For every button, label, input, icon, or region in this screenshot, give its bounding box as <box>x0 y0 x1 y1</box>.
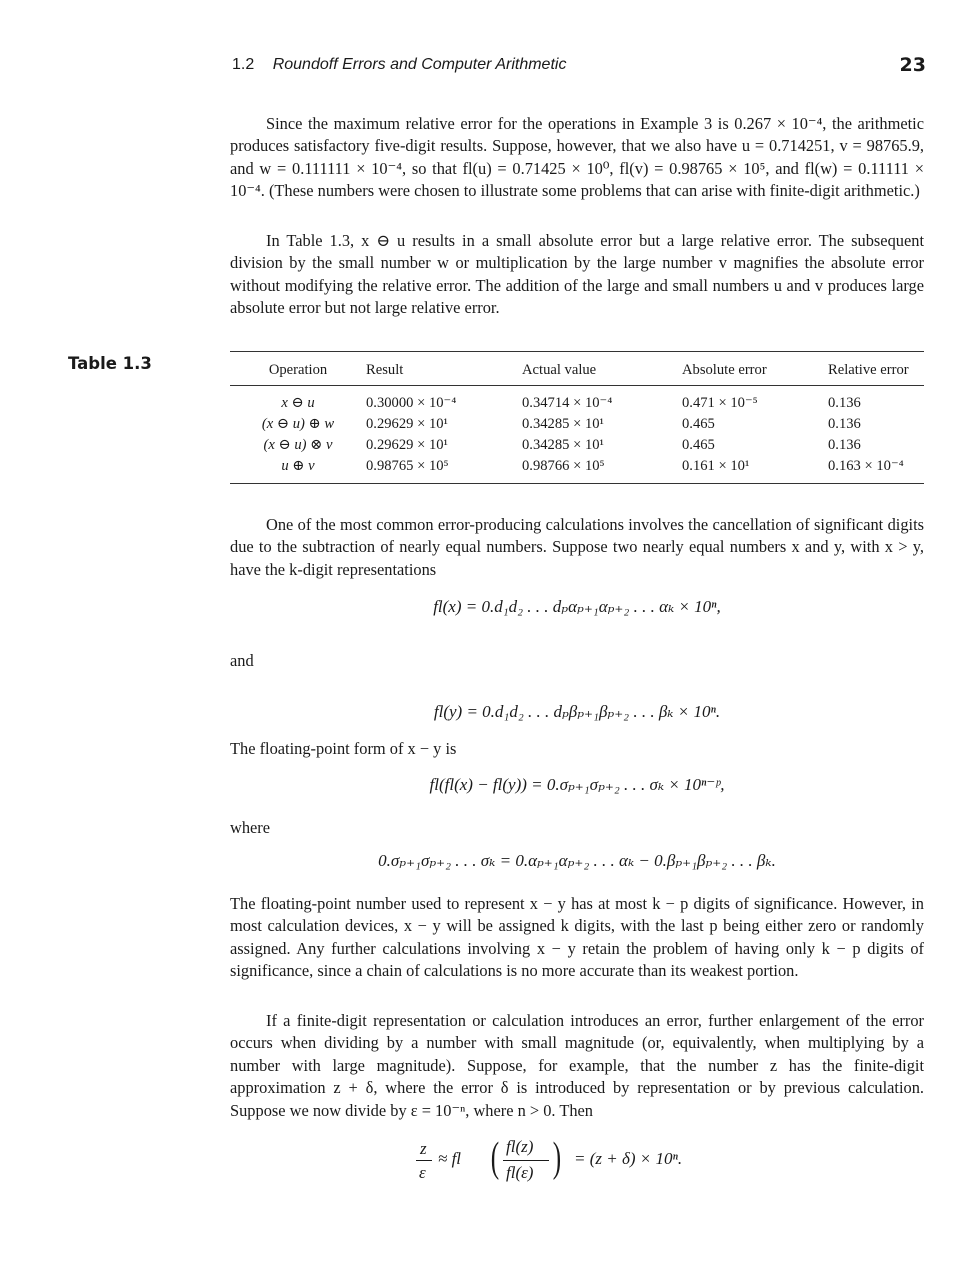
header-absolute-error: Absolute error <box>682 352 828 386</box>
cell-relative-error: 0.136 <box>828 416 861 432</box>
cell-absolute-error: 0.465 <box>682 437 715 453</box>
paragraph-floating-point-form: The floating-point form of x − y is <box>230 739 457 758</box>
cell-result: 0.30000 × 10⁻⁴ <box>366 395 457 411</box>
header-operation: Operation <box>230 352 366 386</box>
cell-absolute-error: 0.471 × 10⁻⁵ <box>682 395 758 411</box>
equation-sigma: 0.σₚ₊₁σₚ₊₂ . . . σₖ = 0.αₚ₊₁αₚ₊₂ . . . αₖ − 0.βₚ₊₁βₚ₊₂ . . . βₖ. <box>378 851 776 870</box>
cell-relative-error: 0.163 × 10⁻⁴ <box>828 456 924 484</box>
running-header <box>232 56 566 74</box>
equation-fl-x: fl(x) = 0.d₁d₂ . . . dₚαₚ₊₁αₚ₊₂ . . . αₖ × 10ⁿ, <box>433 597 721 616</box>
connective-and: and <box>230 651 254 670</box>
table-label: Table 1.3 <box>68 354 152 373</box>
cell-result: 0.29629 × 10¹ <box>366 437 448 453</box>
section-number: 1.2 <box>232 56 255 73</box>
cell-relative-error: 0.136 <box>828 395 861 411</box>
header-actual-value: Actual value <box>522 352 682 386</box>
equation-fl-y: fl(y) = 0.d₁d₂ . . . dₚβₚ₊₁βₚ₊₂ . . . βₖ × 10ⁿ. <box>433 702 721 721</box>
cell-operation: (x ⊖ u) ⊕ w <box>261 416 335 432</box>
cell-operation: x ⊖ u <box>281 395 315 411</box>
paragraph-division: If a finite-digit representation or calculation introduces an error, further enlargement of the error occurs when dividing by a number with small magnitude (or, equivalently, when multiplying by a number with large magnitude). Suppose, for example, that the number z has the finite-digit approximation z + δ, where the error δ is introduced by representation or by previous calculation. Suppose we now divide by ε = 10⁻ⁿ, where n > 0. Then <box>230 1011 924 1120</box>
table-row <box>230 414 924 435</box>
eq-inner-fraction-bar <box>503 1160 549 1161</box>
eq-right-paren: ) <box>552 1135 562 1181</box>
paragraph-intro: Since the maximum relative error for the operations in Example 3 is 0.267 × 10⁻⁴, the arithmetic produces satisfactory five-digit results. Suppose, however, that we also have u = 0.714251, v = 98765.9, and w = 0.111111 × 10⁻⁴, so that fl(u) = 0.71425 × 10⁰, fl(v) = 0.98765 × 10⁵, and fl(w) = 0.11111 × 10⁻⁴. (These numbers were chosen to illustrate some problems that can arise with finite-digit arithmetic.) <box>230 114 924 201</box>
cell-operation: u ⊕ v <box>230 456 366 484</box>
paragraph-table-discussion: In Table 1.3, x ⊖ u results in a small absolute error but a large relative error. The subsequent division by the small number w or multiplication by the large number v magnifies the absolute error without modifying the relative error. The addition of the large and small numbers u and v produces large absolute error but not large relative error. <box>230 231 924 318</box>
eq-inner-numerator: fl(z) <box>506 1137 534 1156</box>
equation-fl-difference: fl(fl(x) − fl(y)) = 0.σₚ₊₁σₚ₊₂ . . . σₖ × 10ⁿ⁻ᵖ, <box>429 775 725 794</box>
cell-absolute-error: 0.161 × 10¹ <box>682 456 828 484</box>
header-result: Result <box>366 352 522 386</box>
cell-actual-value: 0.98766 × 10⁵ <box>522 456 682 484</box>
section-title: Roundoff Errors and Computer Arithmetic <box>272 56 567 73</box>
table-row <box>230 456 924 484</box>
cell-actual-value: 0.34714 × 10⁻⁴ <box>522 395 613 411</box>
eq-lhs-fraction-bar <box>416 1160 432 1161</box>
connective-where: where <box>230 818 271 837</box>
cell-absolute-error: 0.465 <box>682 416 715 432</box>
eq-rhs: = (z + δ) × 10ⁿ. <box>574 1149 683 1168</box>
cell-result: 0.29629 × 10¹ <box>366 416 448 432</box>
table-row <box>230 386 924 415</box>
table-row <box>230 435 924 456</box>
error-table <box>230 351 924 484</box>
cell-actual-value: 0.34285 × 10¹ <box>522 416 604 432</box>
paragraph-significance: The floating-point number used to represent x − y has at most k − p digits of significance. However, in most calculation devices, x − y will be assigned k digits, with the last p being either zero or randomly assigned. Any further calculations involving x − y retain the problem of having only k − p digits of significance, since a chain of calculations is no more accurate than its weakest portion. <box>230 894 924 981</box>
table-header-row <box>230 352 924 386</box>
eq-lhs-numerator: z <box>420 1139 427 1158</box>
eq-inner-denominator: fl(ε) <box>506 1163 534 1182</box>
page-number: 23 <box>899 54 926 76</box>
eq-lhs-denominator: ε <box>419 1163 426 1182</box>
cell-relative-error: 0.136 <box>828 437 861 453</box>
cell-actual-value: 0.34285 × 10¹ <box>522 437 604 453</box>
eq-left-paren: ( <box>490 1135 500 1181</box>
paragraph-cancellation: One of the most common error-producing calculations involves the cancellation of significant digits due to the subtraction of nearly equal numbers. Suppose two nearly equal numbers x and y, with x > y, have the k-digit representations <box>230 515 924 579</box>
header-relative-error: Relative error <box>828 352 924 386</box>
eq-approx: ≈ fl <box>438 1149 462 1168</box>
equation-division-error <box>410 1133 750 1193</box>
cell-operation: (x ⊖ u) ⊗ v <box>263 437 333 453</box>
cell-result: 0.98765 × 10⁵ <box>366 456 522 484</box>
